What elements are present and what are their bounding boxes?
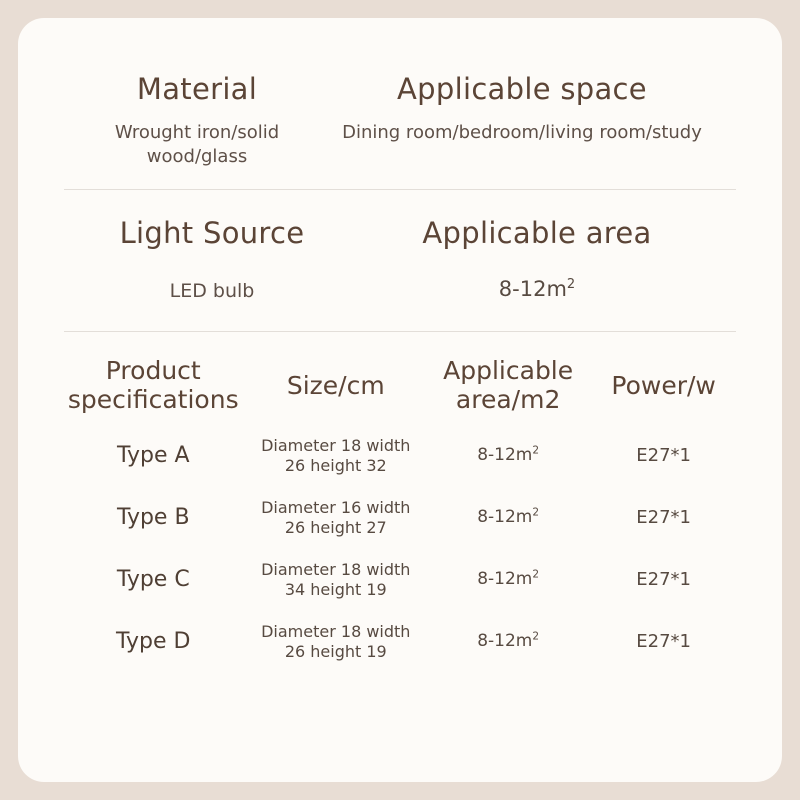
cell-area <box>427 549 589 611</box>
applicable-space-column <box>332 72 712 169</box>
cell-area <box>427 611 589 673</box>
table-row <box>62 425 738 487</box>
material-column <box>62 72 332 169</box>
table-row <box>62 549 738 611</box>
table-row <box>62 487 738 549</box>
cell-type: Type B <box>116 505 190 531</box>
cell-area <box>427 487 589 549</box>
spec-section-material <box>62 52 738 189</box>
table-header <box>62 342 738 425</box>
cell-area <box>427 425 589 487</box>
cell-power: E27*1 <box>636 630 691 652</box>
spec-card <box>18 18 782 782</box>
applicable-area-column <box>362 216 712 304</box>
cell-area-superscript: 2 <box>532 568 540 581</box>
cell-size: Diameter 18 width 34 height 19 <box>261 559 411 599</box>
applicable-space-heading: Applicable space <box>397 72 647 106</box>
column-header-power: Power/w <box>611 370 716 400</box>
table-row <box>62 611 738 673</box>
cell-power: E27*1 <box>636 444 691 466</box>
table-body <box>62 425 738 673</box>
specifications-table <box>62 342 738 673</box>
material-value: Wrought iron/solid wood/glass <box>114 121 280 168</box>
cell-type: Type D <box>116 629 191 655</box>
cell-power: E27*1 <box>636 506 691 528</box>
light-source-value: LED bulb <box>169 280 255 303</box>
light-source-column <box>62 216 362 304</box>
cell-size: Diameter 16 width 26 height 27 <box>261 497 411 537</box>
cell-area-superscript: 2 <box>532 630 540 643</box>
column-header-applicable-area: Applicable area/m2 <box>443 355 574 415</box>
light-source-heading: Light Source <box>119 216 305 251</box>
cell-type: Type A <box>116 443 190 469</box>
applicable-area-value <box>362 277 712 301</box>
cell-area-superscript: 2 <box>532 506 540 519</box>
cell-area-base: 8-12m <box>477 569 533 590</box>
cell-area-superscript: 2 <box>532 444 540 457</box>
cell-area-base: 8-12m <box>477 507 533 528</box>
applicable-area-value-base: 8-12m <box>498 277 567 302</box>
divider-2 <box>64 331 736 332</box>
column-header-product-specifications: Product specifications <box>67 355 239 415</box>
cell-area-base: 8-12m <box>477 445 533 466</box>
cell-type: Type C <box>116 567 190 593</box>
applicable-space-value: Dining room/bedroom/living room/study <box>342 121 702 143</box>
cell-area-base: 8-12m <box>477 631 533 652</box>
cell-size: Diameter 18 width 26 height 19 <box>261 621 411 661</box>
applicable-area-value-superscript: 2 <box>566 277 576 293</box>
cell-power: E27*1 <box>636 568 691 590</box>
column-header-size: Size/cm <box>286 370 385 400</box>
table-header-row <box>62 342 738 425</box>
material-heading: Material <box>136 72 258 106</box>
spec-section-light-source <box>62 190 738 330</box>
applicable-area-heading: Applicable area <box>422 216 652 251</box>
cell-size: Diameter 18 width 26 height 32 <box>261 435 411 475</box>
